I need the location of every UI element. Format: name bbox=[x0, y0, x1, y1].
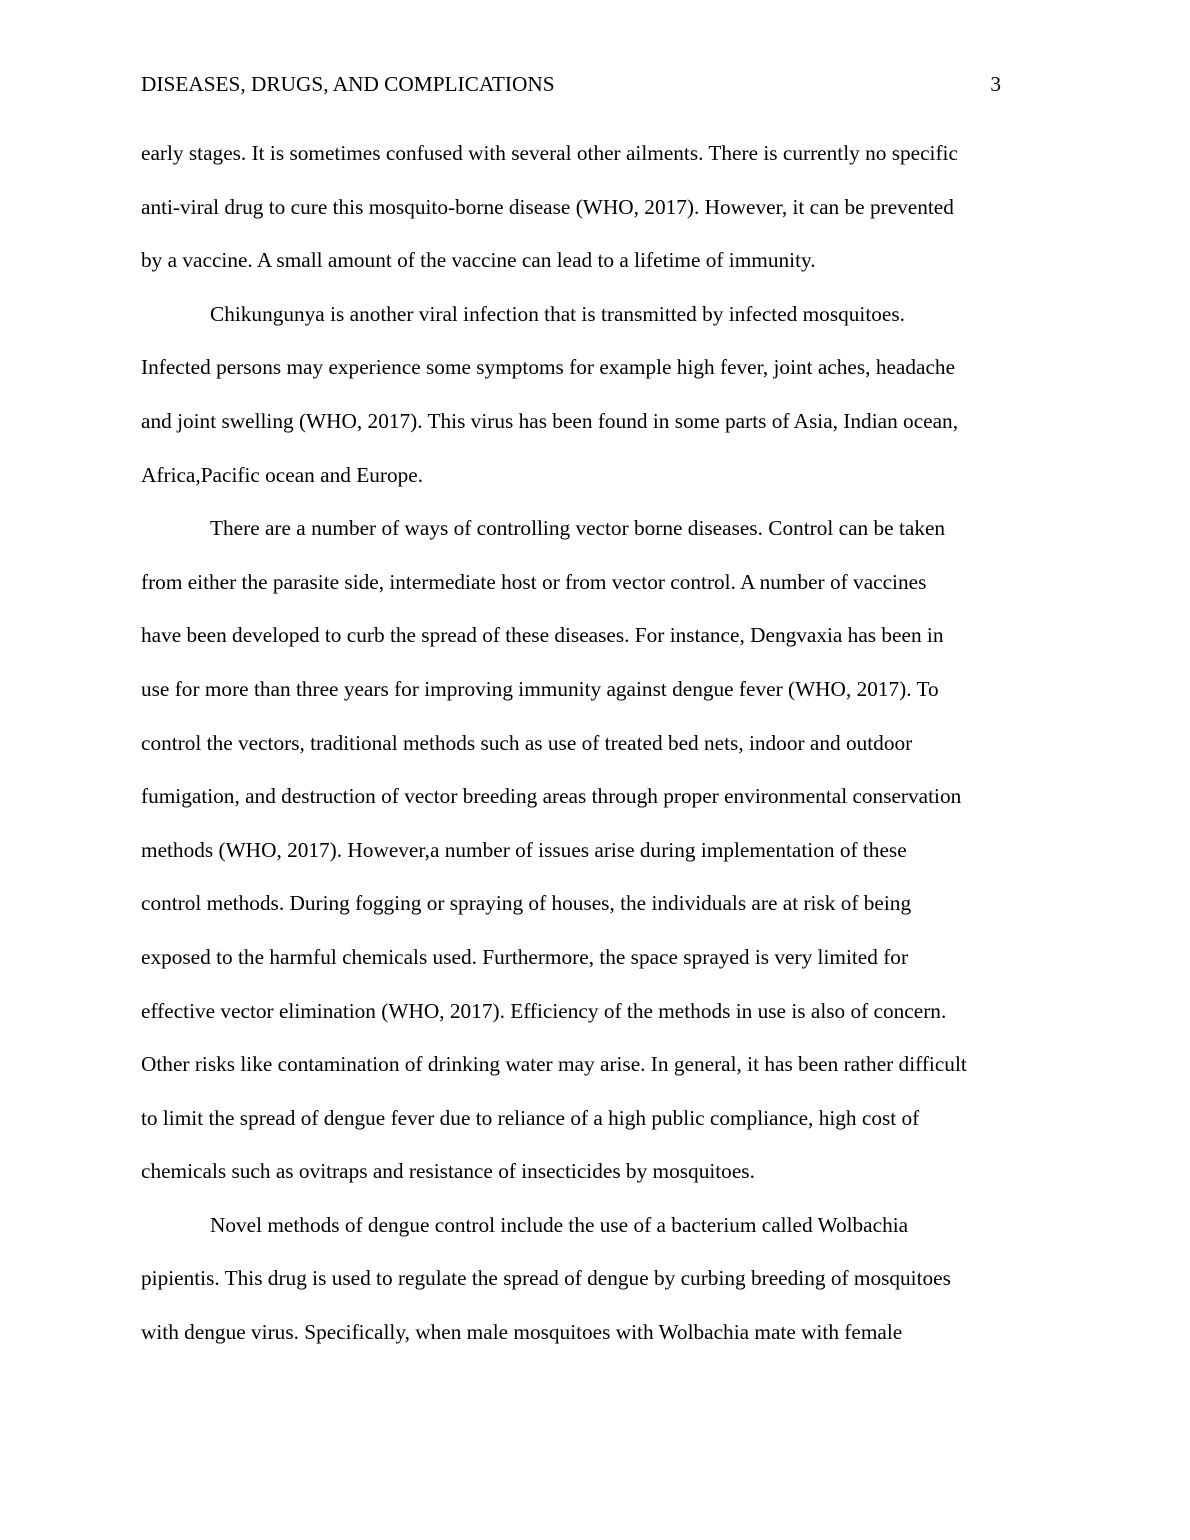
page-number: 3 bbox=[990, 72, 1001, 96]
paragraph-3-line-9: exposed to the harmful chemicals used. Furthermore, the space sprayed is very limited for bbox=[141, 944, 909, 969]
paragraph-3-line-11: Other risks like contamination of drinking water may arise. In general, it has been rather difficult bbox=[141, 1052, 967, 1077]
paragraph-3-line-10: effective vector elimination (WHO, 2017). Efficiency of the methods in use is also of concern. bbox=[141, 998, 947, 1023]
paragraph-3-line-5: control the vectors, traditional methods such as use of treated bed nets, indoor and outdoor bbox=[141, 730, 913, 755]
paragraph-3-line-12: to limit the spread of dengue fever due to reliance of a high public compliance, high cost of bbox=[141, 1105, 920, 1130]
running-head: DISEASES, DRUGS, AND COMPLICATIONS bbox=[141, 72, 555, 96]
paragraph-2-line-1: Chikungunya is another viral infection that is transmitted by infected mosquitoes. bbox=[210, 301, 905, 326]
paragraph-4-line-3: with dengue virus. Specifically, when male mosquitoes with Wolbachia mate with female bbox=[141, 1320, 903, 1345]
body-text bbox=[141, 127, 1051, 1360]
paragraph-3-line-4: use for more than three years for improving immunity against dengue fever (WHO, 2017). To bbox=[141, 676, 939, 701]
paragraph-3-line-6: fumigation, and destruction of vector breeding areas through proper environmental conservation bbox=[141, 784, 962, 809]
paragraph-4-line-2: pipientis. This drug is used to regulate the spread of dengue by curbing breeding of mosquitoes bbox=[141, 1266, 951, 1291]
paragraph-3-line-13: chemicals such as ovitraps and resistance of insecticides by mosquitoes. bbox=[141, 1159, 755, 1184]
paragraph-1-line-1: early stages. It is sometimes confused with several other ailments. There is currently no specific bbox=[141, 141, 958, 165]
paragraph-3-line-3: have been developed to curb the spread of these diseases. For instance, Dengvaxia has been in bbox=[141, 623, 944, 648]
paragraph-3-line-2: from either the parasite side, intermediate host or from vector control. A number of vaccines bbox=[141, 569, 927, 594]
paragraph-1-line-3: by a vaccine. A small amount of the vaccine can lead to a lifetime of immunity. bbox=[141, 248, 816, 273]
paragraph-3-line-8: control methods. During fogging or spraying of houses, the individuals are at risk of being bbox=[141, 891, 912, 916]
paragraph-3-line-1: There are a number of ways of controlling vector borne diseases. Control can be taken bbox=[210, 516, 946, 541]
paragraph-1-line-2: anti-viral drug to cure this mosquito-borne disease (WHO, 2017). However, it can be prevented bbox=[141, 194, 954, 219]
paragraph-2-line-4: Africa,Pacific ocean and Europe. bbox=[141, 462, 424, 487]
paragraph-2-line-2: Infected persons may experience some symptoms for example high fever, joint aches, headache bbox=[141, 355, 956, 380]
paragraph-4-line-1: Novel methods of dengue control include the use of a bacterium called Wolbachia bbox=[210, 1212, 909, 1237]
page-header bbox=[141, 68, 1001, 100]
paragraph-2-line-3: and joint swelling (WHO, 2017). This virus has been found in some parts of Asia, Indian ocean, bbox=[141, 408, 959, 433]
paragraph-3-line-7: methods (WHO, 2017). However,a number of issues arise during implementation of these bbox=[141, 837, 907, 862]
